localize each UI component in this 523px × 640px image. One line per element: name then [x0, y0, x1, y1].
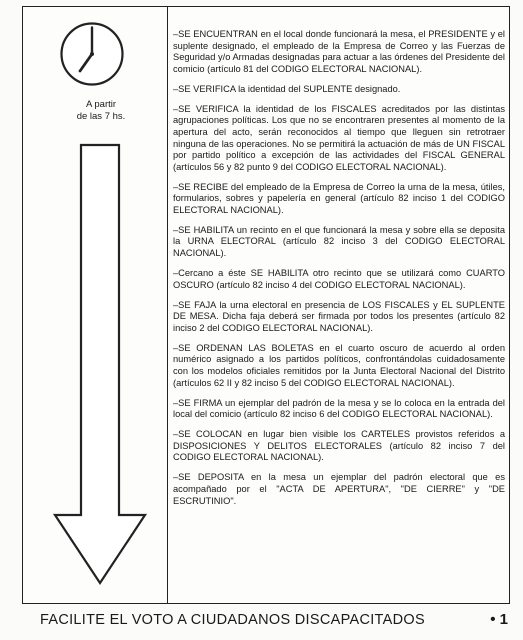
procedure-item: –SE VERIFICA la identidad del SUPLENTE designado. — [173, 83, 401, 94]
procedure-item: –SE ORDENAN LAS BOLETAS en el cuarto oscuro de acuerdo al orden numérico asignado a los partidos políticos, confrontándolas cuidadosamente con los modelos oficiales remitidos por la Junta Electoral Nacional del Distrito (artículos 62 II y 82 inciso 5 del CODIGO ELECTORAL NACIONAL). — [173, 342, 505, 388]
procedure-item: –SE RECIBE del empleado de la Empresa de Correo la urna de la mesa, útiles, formularios, sobres y papelería en general (artículo 82 inciso 1 del CODIGO ELECTORAL NACIONAL). — [173, 181, 505, 215]
footer-title: FACILITE EL VOTO A CIUDADANOS DISCAPACITADOS — [40, 612, 425, 628]
procedure-list — [173, 29, 505, 507]
start-time-label — [23, 99, 179, 123]
page-number: • 1 — [490, 611, 508, 628]
procedure-item: –SE FAJA la urna electoral en presencia de LOS FISCALES y EL SUPLENTE DE MESA. Dicha faja deberá ser firmada por todos los presentes (artículo 82 inciso 2 del CODIGO ELECTORAL NACIONAL). — [173, 299, 505, 333]
start-label-line2: de las 7 hs. — [76, 111, 126, 122]
procedure-item: –SE HABILITA un recinto en el que funcionará la mesa y sobre ella se deposita la URNA ELECTORAL (artículo 82 inciso 3 del CODIGO ELECTORAL NACIONAL). — [173, 224, 505, 259]
procedure-item: –SE VERIFICA la identidad de los FISCALES acreditados por las distintas agrupaciones políticas. Los que no se encontraren presentes al momento de la apertura del acto, serán reconocidos al tiempo que lleguen sin retrotraer ninguna de las operaciones. No se permitirá la actuación de más de UN FISCAL por partido político a excepción de las actividades del FISCAL GENERAL (artículos 56 y 82 punto 9 del CODIGO ELECTORAL NACIONAL). — [173, 103, 505, 172]
timeline-panel — [23, 7, 167, 603]
page-footer — [40, 612, 510, 632]
procedure-item: –Cercano a éste SE HABILITA otro recinto que se utilizará como CUARTO OSCURO (artículo 82 inciso 4 del CODIGO ELECTORAL NACIONAL). — [173, 268, 505, 290]
start-label-line1: A partir — [85, 99, 117, 110]
procedure-item: –SE COLOCAN en lugar bien visible los CARTELES provistos referidos a DISPOSICIONES Y DELITOS ELECTORALES (artículo 82 inciso 7 del CODIGO ELECTORAL NACIONAL). — [173, 429, 505, 463]
clock-icon — [59, 21, 125, 87]
down-arrow-icon — [52, 142, 148, 587]
column-divider — [167, 7, 168, 603]
procedure-item: –SE ENCUENTRAN en el local donde funcionará la mesa, el PRESIDENTE y el suplente designado, el empleado de la Empresa de Correo y las Fuerzas de Seguridad y/o Armadas designadas para actuar a las órdenes del Presidente del comicio (artículo 81 del CODIGO ELECTORAL NACIONAL). — [173, 29, 505, 74]
procedure-item: –SE DEPOSITA en la mesa un ejemplar del padrón electoral que es acompañado por el "ACTA DE APERTURA", "DE CIERRE" y "DE ESCRUTINIO". — [173, 472, 505, 506]
document-sheet — [22, 6, 510, 604]
procedure-item: –SE FIRMA un ejemplar del padrón de la mesa y se lo coloca en la entrada del local del comicio (artículo 82 inciso 6 del CODIGO ELECTORAL NACIONAL). — [173, 397, 505, 420]
